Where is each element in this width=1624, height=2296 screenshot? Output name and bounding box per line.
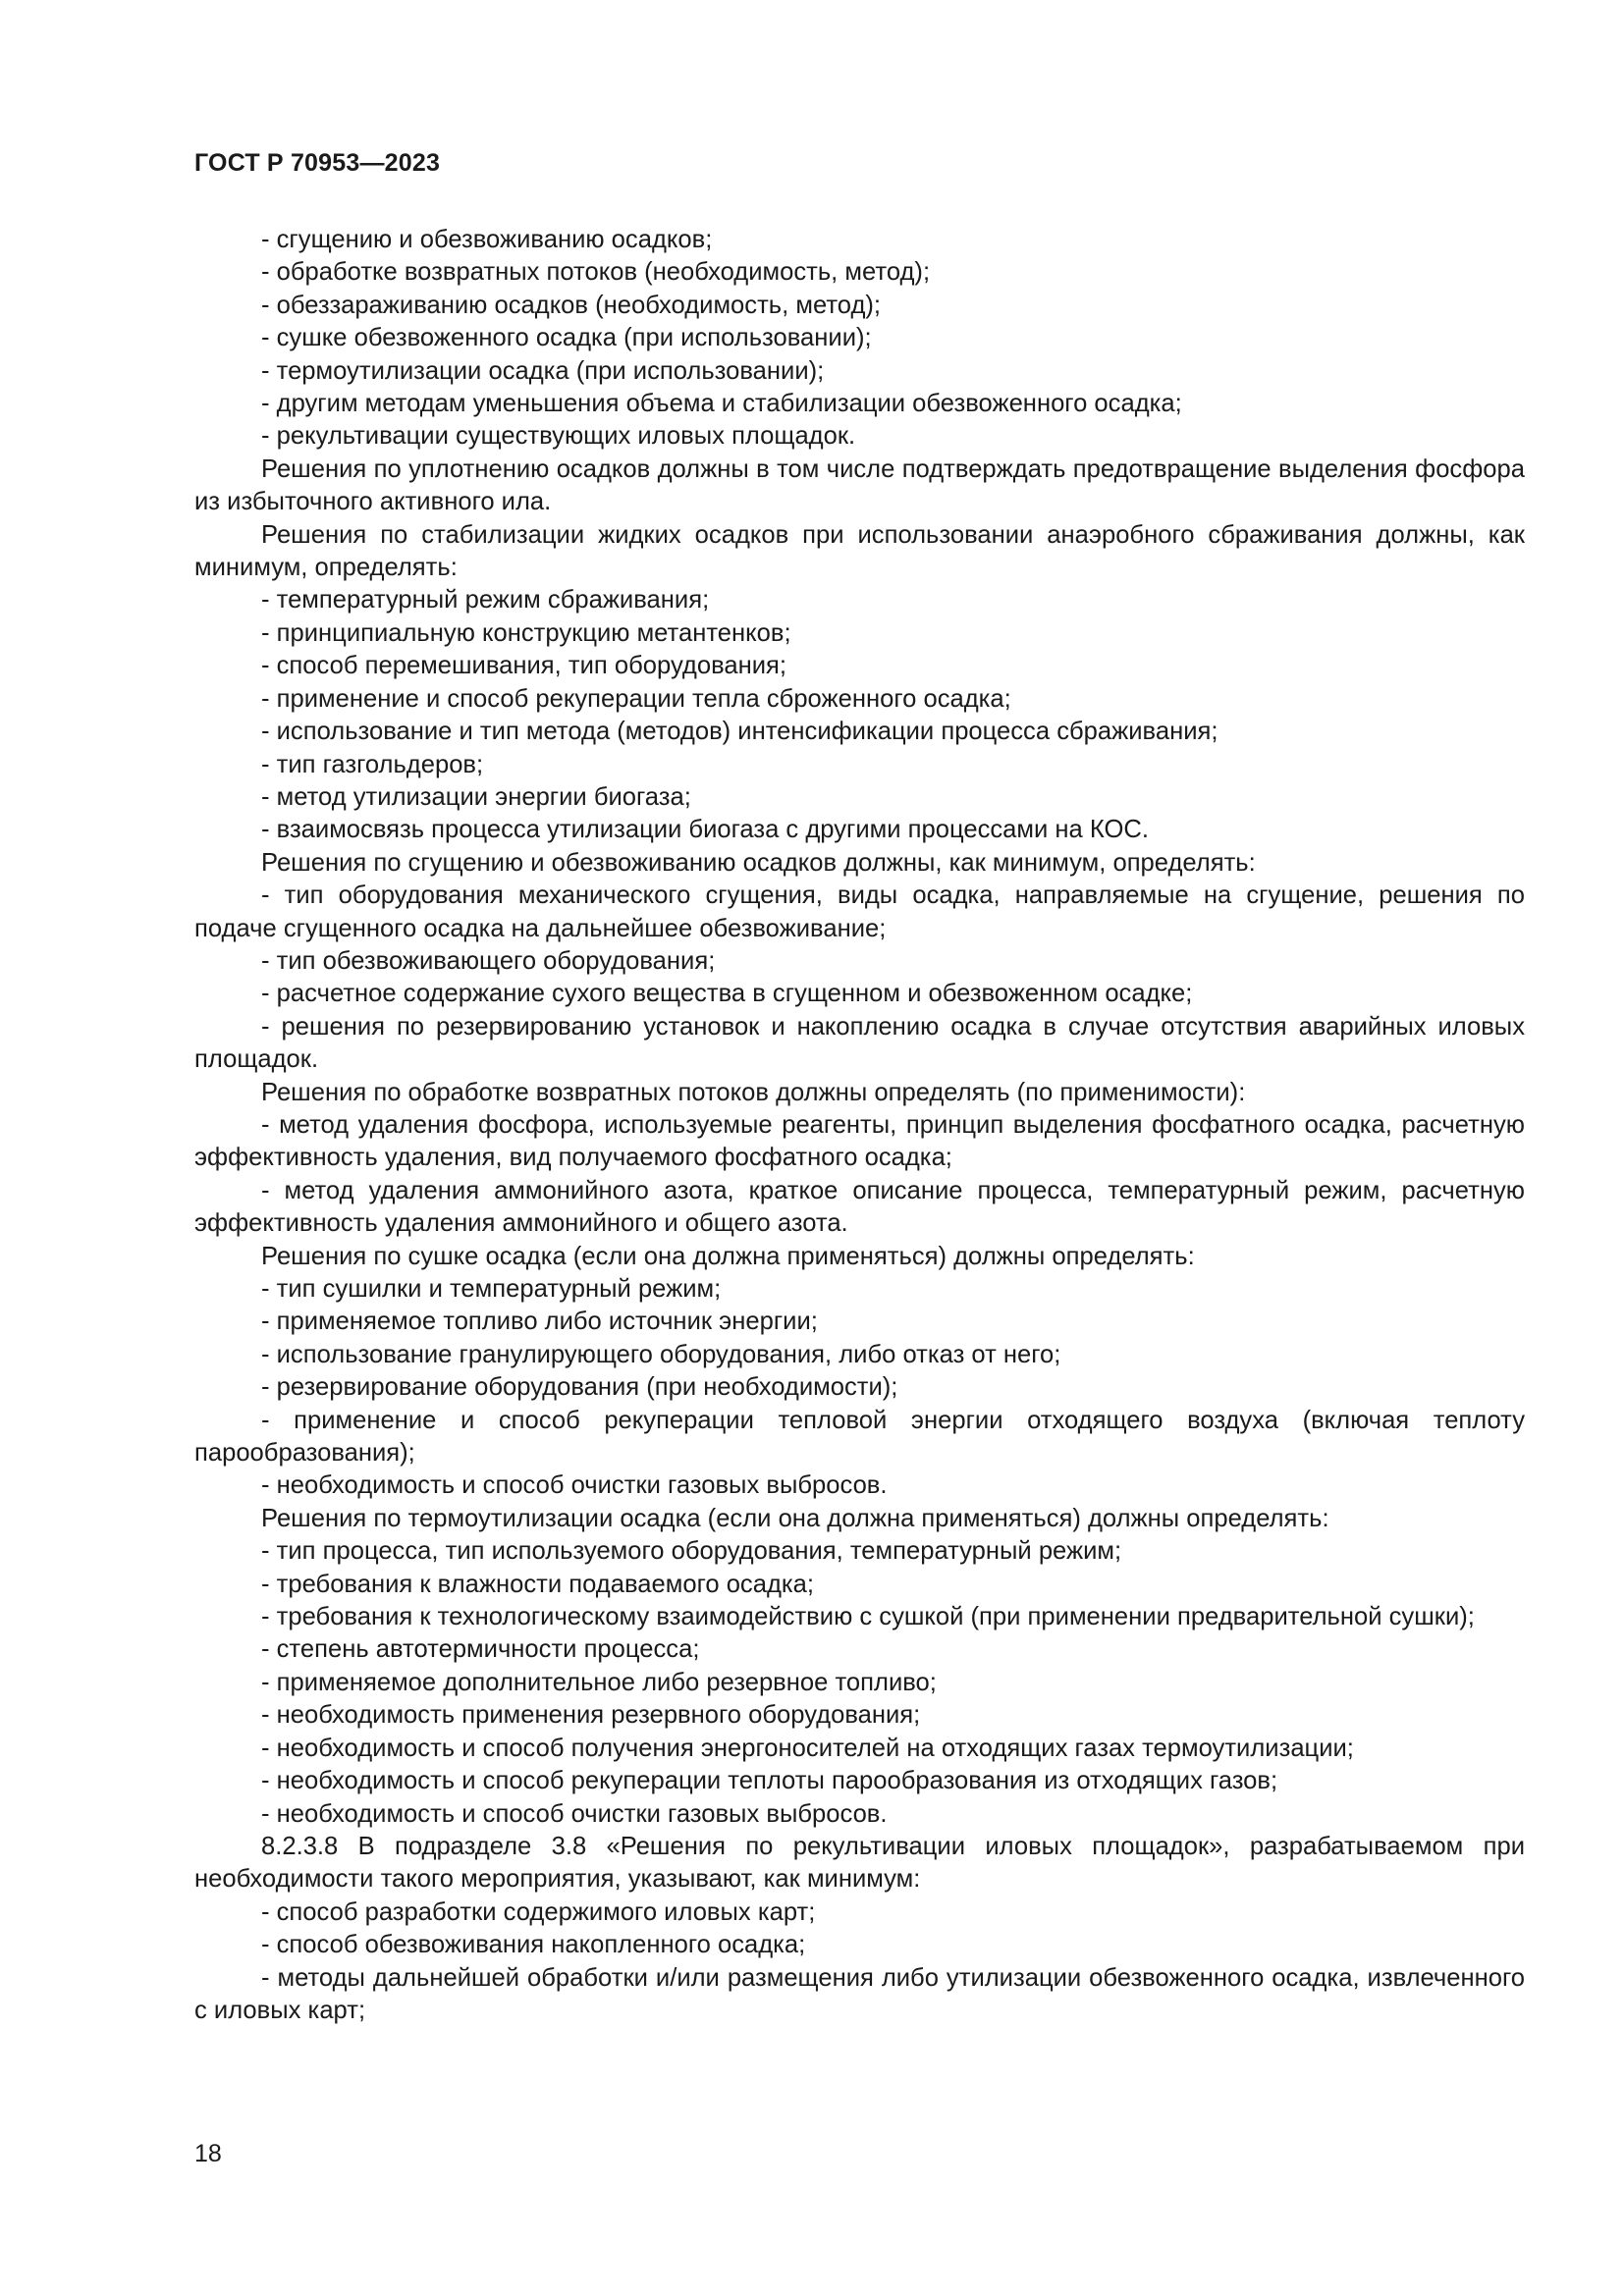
list-item: - сгущению и обезвоживанию осадков; xyxy=(261,226,713,253)
list-item: - способ обезвоживания накопленного осадка; xyxy=(261,1931,806,1959)
list-item: - способ перемешивания, тип оборудования; xyxy=(261,652,787,680)
paragraph: 8.2.3.8 В подразделе 3.8 «Решения по рекультивации иловых площадок», разрабатываемом при необходимости такого мероприятия, указывают, как минимум: xyxy=(194,1832,1525,1894)
list-item: - тип процесса, тип используемого оборудования, температурный режим; xyxy=(261,1537,1122,1566)
paragraph: Решения по сушке осадка (если она должна применяться) должны определять: xyxy=(261,1242,1195,1270)
list-item: - применение и способ рекуперации тепловой энергии отходящего воздуха (включая теплоту парообразования); xyxy=(194,1406,1525,1468)
paragraph: Решения по сгущению и обезвоживанию осадков должны, как минимум, определять: xyxy=(261,848,1256,877)
list-item: - тип оборудования механического сгущения, виды осадка, направляемые на сгущение, решения по подаче сгущенного осадка на дальнейшее обезвоживание; xyxy=(194,881,1525,942)
list-item: - рекультивации существующих иловых площадок. xyxy=(261,422,856,451)
page-number: 18 xyxy=(194,2140,222,2167)
list-item: - необходимость применения резервного оборудования; xyxy=(261,1701,921,1730)
list-item: - тип обезвоживающего оборудования; xyxy=(261,946,716,975)
list-item: - сушке обезвоженного осадка (при использовании); xyxy=(261,324,872,352)
list-item: - метод удаления фосфора, используемые реагенты, принцип выделения фосфатного осадка, расчетную эффективность удаления, вид получаемого фосфатного осадка; xyxy=(194,1110,1525,1172)
list-item: - другим методам уменьшения объема и стабилизации обезвоженного осадка; xyxy=(261,390,1182,418)
list-item: - необходимость и способ очистки газовых выбросов. xyxy=(261,1799,888,1828)
paragraph: Решения по стабилизации жидких осадков при использовании анаэробного сбраживания должны, как минимум, определять: xyxy=(194,520,1525,582)
list-item: - расчетное содержание сухого вещества в сгущенном и обезвоженном осадке; xyxy=(261,980,1193,1008)
list-item: - применяемое топливо либо источник энергии; xyxy=(261,1308,818,1336)
list-item: - температурный режим сбраживания; xyxy=(261,586,710,614)
list-item: - термоутилизации осадка (при использовании); xyxy=(261,356,825,385)
list-item: - необходимость и способ получения энергоносителей на отходящих газах термоутилизации; xyxy=(261,1734,1354,1762)
list-item: - требования к влажности подаваемого осадка; xyxy=(261,1570,814,1598)
list-item: - степень автотермичности процесса; xyxy=(261,1635,700,1664)
list-item: - тип газгольдеров; xyxy=(261,750,484,778)
paragraph: Решения по термоутилизации осадка (если она должна применяться) должны определять: xyxy=(261,1504,1329,1532)
list-item: - метод утилизации энергии биогаза; xyxy=(261,782,691,811)
list-item: - тип сушилки и температурный режим; xyxy=(261,1275,722,1303)
list-item: - использование гранулирующего оборудования, либо отказ от него; xyxy=(261,1340,1061,1368)
list-item: - взаимосвязь процесса утилизации биогаза с другими процессами на КОС. xyxy=(261,816,1150,844)
list-item: - решения по резервированию установок и накоплению осадка в случае отсутствия аварийных иловых площадок. xyxy=(194,1012,1525,1074)
list-item: - обеззараживанию осадков (необходимость, метод); xyxy=(261,291,882,319)
list-item: - использование и тип метода (методов) интенсификации процесса сбраживания; xyxy=(261,718,1218,746)
list-item: - применяемое дополнительное либо резервное топливо; xyxy=(261,1668,937,1696)
list-item: - необходимость и способ рекуперации теплоты парообразования из отходящих газов; xyxy=(261,1767,1278,1795)
document-header: ГОСТ Р 70953—2023 xyxy=(194,149,441,177)
paragraph: Решения по обработке возвратных потоков должны определять (по применимости): xyxy=(261,1078,1246,1106)
list-item: - метод удаления аммонийного азота, краткое описание процесса, температурный режим, расчетную эффективность удаления аммонийного и общего азота. xyxy=(194,1176,1525,1238)
paragraph: Решения по уплотнению осадков должны в том числе подтверждать предотвращение выделения фосфора из избыточного активного ила. xyxy=(194,454,1525,516)
list-item: - принципиальную конструкцию метантенков; xyxy=(261,618,791,647)
list-item: - способ разработки содержимого иловых карт; xyxy=(261,1897,816,1926)
list-item: - требования к технологическому взаимодействию с сушкой (при применении предварительной сушки); xyxy=(261,1603,1475,1631)
list-item: - применение и способ рекуперации тепла сброженного осадка; xyxy=(261,684,1011,713)
list-item: - обработке возвратных потоков (необходимость, метод); xyxy=(261,258,931,287)
list-item: - необходимость и способ очистки газовых выбросов. xyxy=(261,1471,888,1500)
document-body xyxy=(194,224,1525,2027)
list-item: - методы дальнейшей обработки и/или размещения либо утилизации обезвоженного осадка, извлеченного с иловых карт; xyxy=(194,1963,1525,2024)
list-item: - резервирование оборудования (при необходимости); xyxy=(261,1373,898,1402)
